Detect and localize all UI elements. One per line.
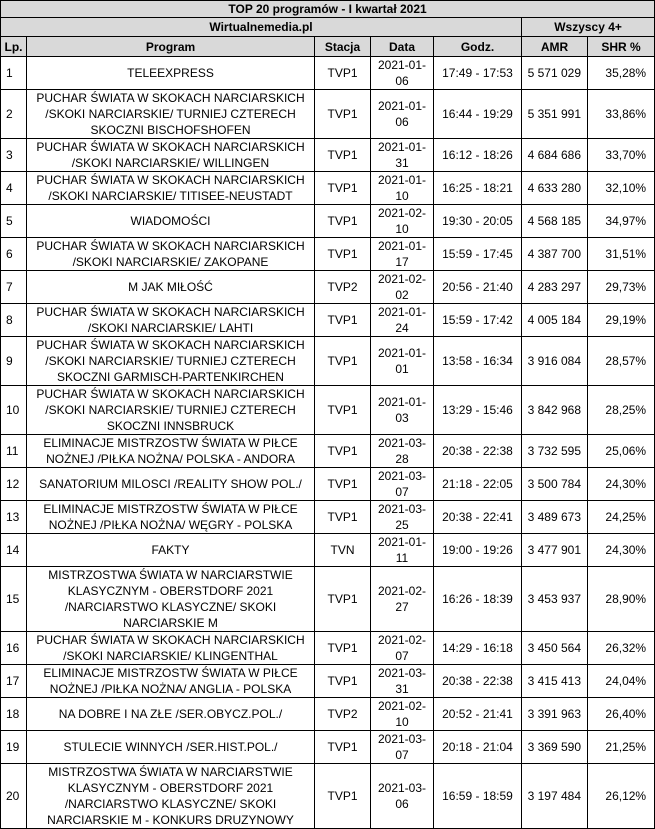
cell-amr: 5 351 991 — [522, 90, 588, 139]
cell-lp: 9 — [1, 337, 27, 386]
audience-group-label: Wszyscy 4+ — [522, 18, 655, 37]
cell-lp: 19 — [1, 731, 27, 764]
cell-date: 2021-02-27 — [371, 567, 434, 632]
cell-station: TVP1 — [315, 435, 371, 468]
cell-shr: 33,86% — [588, 90, 655, 139]
cell-date: 2021-01-17 — [371, 238, 434, 271]
cell-program: MISTRZOSTWA ŚWIATA W NARCIARSTWIE KLASYCZNYM - OBERSTDORF 2021 /NARCIARSTWO KLASYCZNE/ SKOKI NARCIARSKIE M - KONKURS DRUZYNOWY — [27, 764, 315, 829]
cell-shr: 28,25% — [588, 386, 655, 435]
table-row — [1, 731, 655, 764]
cell-lp: 14 — [1, 534, 27, 567]
cell-program: NA DOBRE I NA ZŁE /SER.OBYCZ.POL./ — [27, 698, 315, 731]
cell-lp: 2 — [1, 90, 27, 139]
cell-amr: 4 568 185 — [522, 205, 588, 238]
table-row — [1, 205, 655, 238]
cell-lp: 20 — [1, 764, 27, 829]
cell-station: TVP1 — [315, 139, 371, 172]
table-row — [1, 534, 655, 567]
cell-program: PUCHAR ŚWIATA W SKOKACH NARCIARSKICH /SKOKI NARCIARSKIE/ LAHTI — [27, 304, 315, 337]
cell-lp: 6 — [1, 238, 27, 271]
table-row — [1, 57, 655, 90]
col-header-station: Stacja — [315, 37, 371, 57]
cell-program: PUCHAR ŚWIATA W SKOKACH NARCIARSKICH /SKOKI NARCIARSKIE/ ZAKOPANE — [27, 238, 315, 271]
cell-time: 20:52 - 21:41 — [434, 698, 522, 731]
cell-amr: 3 450 564 — [522, 632, 588, 665]
cell-program: PUCHAR ŚWIATA W SKOKACH NARCIARSKICH /SKOKI NARCIARSKIE/ WILLINGEN — [27, 139, 315, 172]
cell-shr: 24,30% — [588, 534, 655, 567]
cell-station: TVP1 — [315, 731, 371, 764]
cell-lp: 17 — [1, 665, 27, 698]
cell-program: SANATORIUM MILOSCI /REALITY SHOW POL./ — [27, 468, 315, 501]
cell-lp: 1 — [1, 57, 27, 90]
cell-station: TVP1 — [315, 90, 371, 139]
cell-date: 2021-01-03 — [371, 386, 434, 435]
cell-amr: 4 684 686 — [522, 139, 588, 172]
table-row — [1, 698, 655, 731]
cell-station: TVP1 — [315, 238, 371, 271]
cell-shr: 26,40% — [588, 698, 655, 731]
cell-amr: 5 571 029 — [522, 57, 588, 90]
title-row — [1, 1, 655, 18]
cell-shr: 35,28% — [588, 57, 655, 90]
cell-lp: 16 — [1, 632, 27, 665]
column-header-row — [1, 37, 655, 57]
cell-lp: 7 — [1, 271, 27, 304]
cell-shr: 31,51% — [588, 238, 655, 271]
table-row — [1, 567, 655, 632]
cell-program: TELEEXPRESS — [27, 57, 315, 90]
cell-amr: 3 500 784 — [522, 468, 588, 501]
table-row — [1, 304, 655, 337]
cell-date: 2021-01-24 — [371, 304, 434, 337]
cell-time: 17:49 - 17:53 — [434, 57, 522, 90]
col-header-amr: AMR — [522, 37, 588, 57]
cell-time: 21:18 - 22:05 — [434, 468, 522, 501]
cell-time: 20:56 - 21:40 — [434, 271, 522, 304]
cell-amr: 3 477 901 — [522, 534, 588, 567]
cell-date: 2021-02-02 — [371, 271, 434, 304]
cell-station: TVP1 — [315, 501, 371, 534]
cell-shr: 32,10% — [588, 172, 655, 205]
table-row — [1, 764, 655, 829]
col-header-time: Godz. — [434, 37, 522, 57]
col-header-lp: Lp. — [1, 37, 27, 57]
cell-time: 16:12 - 18:26 — [434, 139, 522, 172]
cell-program: ELIMINACJE MISTRZOSTW ŚWIATA W PIŁCE NOŻNEJ /PIŁKA NOŻNA/ WĘGRY - POLSKA — [27, 501, 315, 534]
cell-amr: 3 916 084 — [522, 337, 588, 386]
cell-station: TVP1 — [315, 337, 371, 386]
cell-time: 16:59 - 18:59 — [434, 764, 522, 829]
cell-time: 19:00 - 19:26 — [434, 534, 522, 567]
table-row — [1, 632, 655, 665]
table-row — [1, 172, 655, 205]
cell-lp: 15 — [1, 567, 27, 632]
cell-program: ELIMINACJE MISTRZOSTW ŚWIATA W PIŁCE NOŻNEJ /PIŁKA NOŻNA/ POLSKA - ANDORA — [27, 435, 315, 468]
cell-shr: 28,57% — [588, 337, 655, 386]
col-header-program: Program — [27, 37, 315, 57]
cell-time: 20:38 - 22:38 — [434, 435, 522, 468]
cell-amr: 3 391 963 — [522, 698, 588, 731]
cell-date: 2021-03-31 — [371, 665, 434, 698]
cell-amr: 3 197 484 — [522, 764, 588, 829]
cell-shr: 28,90% — [588, 567, 655, 632]
cell-date: 2021-01-06 — [371, 90, 434, 139]
cell-program: PUCHAR ŚWIATA W SKOKACH NARCIARSKICH /SKOKI NARCIARSKIE/ TURNIEJ CZTERECH SKOCZNI GARMISCH-PARTENKIRCHEN — [27, 337, 315, 386]
cell-program: MISTRZOSTWA ŚWIATA W NARCIARSTWIE KLASYCZNYM - OBERSTDORF 2021 /NARCIARSTWO KLASYCZNE/ SKOKI NARCIARSKIE M — [27, 567, 315, 632]
cell-shr: 34,97% — [588, 205, 655, 238]
col-header-shr: SHR % — [588, 37, 655, 57]
cell-amr: 3 842 968 — [522, 386, 588, 435]
cell-date: 2021-01-06 — [371, 57, 434, 90]
cell-amr: 4 633 280 — [522, 172, 588, 205]
cell-station: TVP1 — [315, 468, 371, 501]
cell-time: 14:29 - 16:18 — [434, 632, 522, 665]
cell-amr: 3 415 413 — [522, 665, 588, 698]
cell-program: PUCHAR ŚWIATA W SKOKACH NARCIARSKICH /SKOKI NARCIARSKIE/ TITISEE-NEUSTADT — [27, 172, 315, 205]
cell-lp: 10 — [1, 386, 27, 435]
table-row — [1, 238, 655, 271]
col-header-date: Data — [371, 37, 434, 57]
cell-amr: 3 489 673 — [522, 501, 588, 534]
cell-date: 2021-02-07 — [371, 632, 434, 665]
cell-time: 19:30 - 20:05 — [434, 205, 522, 238]
cell-program: PUCHAR ŚWIATA W SKOKACH NARCIARSKICH /SKOKI NARCIARSKIE/ TURNIEJ CZTERECH SKOCZNI BISCHOFSHOFEN — [27, 90, 315, 139]
cell-date: 2021-03-06 — [371, 764, 434, 829]
cell-station: TVP1 — [315, 304, 371, 337]
cell-date: 2021-01-31 — [371, 139, 434, 172]
cell-station: TVP2 — [315, 271, 371, 304]
table-row — [1, 386, 655, 435]
cell-station: TVP1 — [315, 632, 371, 665]
source-label: Wirtualnemedia.pl — [1, 18, 522, 37]
table-row — [1, 139, 655, 172]
cell-shr: 21,25% — [588, 731, 655, 764]
cell-shr: 29,73% — [588, 271, 655, 304]
cell-amr: 4 005 184 — [522, 304, 588, 337]
cell-station: TVP2 — [315, 698, 371, 731]
cell-amr: 4 283 297 — [522, 271, 588, 304]
cell-shr: 24,30% — [588, 468, 655, 501]
table-row — [1, 501, 655, 534]
cell-date: 2021-01-01 — [371, 337, 434, 386]
cell-station: TVP1 — [315, 172, 371, 205]
cell-lp: 3 — [1, 139, 27, 172]
cell-shr: 33,70% — [588, 139, 655, 172]
cell-date: 2021-01-10 — [371, 172, 434, 205]
cell-time: 16:25 - 18:21 — [434, 172, 522, 205]
cell-date: 2021-02-10 — [371, 698, 434, 731]
cell-program: PUCHAR ŚWIATA W SKOKACH NARCIARSKICH /SKOKI NARCIARSKIE/ TURNIEJ CZTERECH SKOCZNI INNSBRUCK — [27, 386, 315, 435]
table-row — [1, 271, 655, 304]
cell-station: TVP1 — [315, 665, 371, 698]
table-row — [1, 435, 655, 468]
cell-program: STULECIE WINNYCH /SER.HIST.POL./ — [27, 731, 315, 764]
cell-amr: 3 732 595 — [522, 435, 588, 468]
cell-lp: 8 — [1, 304, 27, 337]
table-row — [1, 90, 655, 139]
cell-time: 13:58 - 16:34 — [434, 337, 522, 386]
cell-program: M JAK MIŁOŚĆ — [27, 271, 315, 304]
cell-date: 2021-03-28 — [371, 435, 434, 468]
cell-lp: 18 — [1, 698, 27, 731]
cell-station: TVP1 — [315, 764, 371, 829]
cell-lp: 5 — [1, 205, 27, 238]
cell-date: 2021-02-10 — [371, 205, 434, 238]
cell-shr: 24,04% — [588, 665, 655, 698]
cell-station: TVP1 — [315, 205, 371, 238]
cell-date: 2021-01-11 — [371, 534, 434, 567]
cell-shr: 26,12% — [588, 764, 655, 829]
cell-lp: 11 — [1, 435, 27, 468]
table-row — [1, 337, 655, 386]
cell-time: 15:59 - 17:45 — [434, 238, 522, 271]
cell-time: 15:59 - 17:42 — [434, 304, 522, 337]
subheader-row — [1, 18, 655, 37]
cell-time: 16:44 - 19:29 — [434, 90, 522, 139]
table-row — [1, 468, 655, 501]
cell-date: 2021-03-25 — [371, 501, 434, 534]
cell-time: 13:29 - 15:46 — [434, 386, 522, 435]
cell-shr: 25,06% — [588, 435, 655, 468]
cell-station: TVP1 — [315, 567, 371, 632]
cell-amr: 4 387 700 — [522, 238, 588, 271]
cell-amr: 3 369 590 — [522, 731, 588, 764]
cell-station: TVN — [315, 534, 371, 567]
cell-lp: 4 — [1, 172, 27, 205]
table-row — [1, 665, 655, 698]
cell-shr: 26,32% — [588, 632, 655, 665]
cell-station: TVP1 — [315, 386, 371, 435]
cell-time: 20:38 - 22:41 — [434, 501, 522, 534]
cell-shr: 29,19% — [588, 304, 655, 337]
cell-time: 20:38 - 22:38 — [434, 665, 522, 698]
cell-date: 2021-03-07 — [371, 468, 434, 501]
cell-program: ELIMINACJE MISTRZOSTW ŚWIATA W PIŁCE NOŻNEJ /PIŁKA NOŻNA/ ANGLIA - POLSKA — [27, 665, 315, 698]
cell-program: PUCHAR ŚWIATA W SKOKACH NARCIARSKICH /SKOKI NARCIARSKIE/ KLINGENTHAL — [27, 632, 315, 665]
cell-time: 16:26 - 18:39 — [434, 567, 522, 632]
cell-station: TVP1 — [315, 57, 371, 90]
cell-shr: 24,25% — [588, 501, 655, 534]
cell-date: 2021-03-07 — [371, 731, 434, 764]
cell-program: WIADOMOŚCI — [27, 205, 315, 238]
cell-lp: 12 — [1, 468, 27, 501]
cell-lp: 13 — [1, 501, 27, 534]
table-title: TOP 20 programów - I kwartał 2021 — [1, 1, 655, 18]
cell-program: FAKTY — [27, 534, 315, 567]
cell-time: 20:18 - 21:04 — [434, 731, 522, 764]
cell-amr: 3 453 937 — [522, 567, 588, 632]
